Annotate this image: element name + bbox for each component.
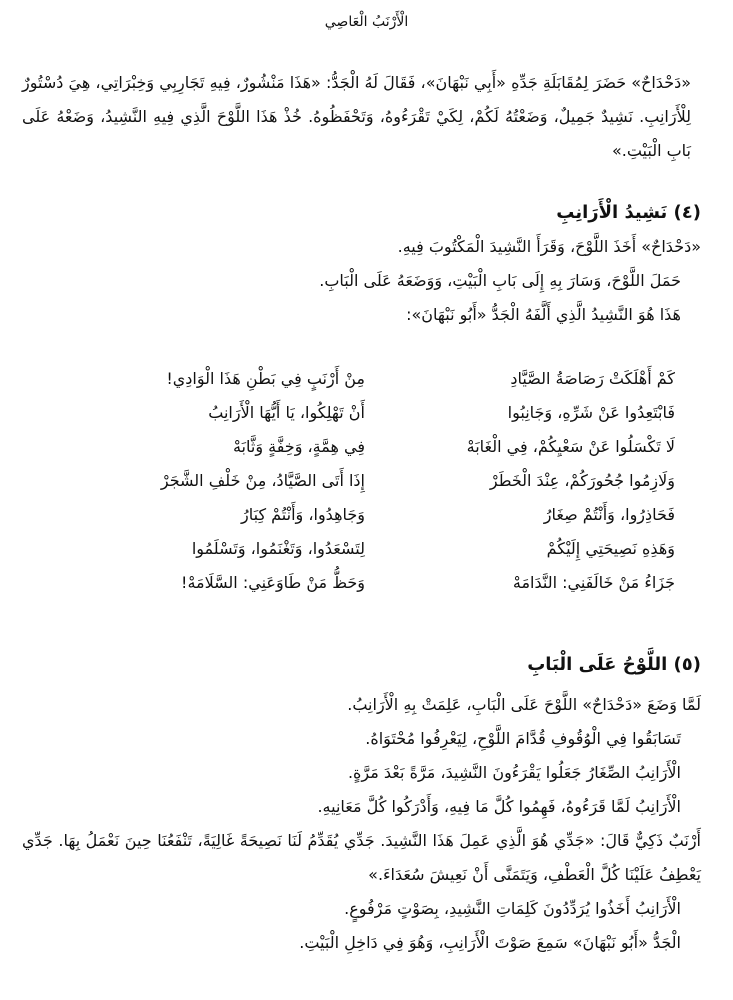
section-5-line: لَمَّا وَضَعَ «دَحْدَاحٌ» اللَّوْحَ عَلَى الْبَابِ، عَلِمَتْ بِهِ الْأَرَانِبُ. [347,695,701,714]
poem-verse [22,498,675,532]
section-5-line: تَسَابَقُوا فِي الْوُقُوفِ قُدَّامَ اللَّوْحِ، لِيَعْرِفُوا مُحْتَوَاهُ. [365,729,681,748]
poem-hemistich-left: وَجَاهِدُوا، وَأَنْتُمْ كِبَارُ [241,505,365,524]
poem-hemistich-right: لَا تَكْسَلُوا عَنْ سَعْيِكُمْ، فِي الْغَابَهْ [466,437,675,456]
section-5-paragraph: أَرْنَبٌ ذَكِيٌّ قَالَ: «جَدِّي هُوَ الَّذِي عَمِلَ هَذَا النَّشِيدَ. جَدِّي يُقَدِّمُ لَنَا نَصِيحَةً غَالِيَةً، تَنْفَعُنَا حِينَ نَعْمَلُ بِهَا. جَدِّي يَعْطِفُ عَلَيْنَا كُلَّ الْعَطْفِ، وَيَتَمَنَّى أَنْ نَعِيشَ سُعَدَاءَ.» [22,831,701,884]
section-4-line: هَذَا هُوَ النَّشِيدُ الَّذِي أَلَّفَهُ الْجَدُّ «أَبُو نَبْهَانَ»: [406,305,681,324]
section-5-body [22,688,711,960]
poem-hemistich-left: فِي هِمَّةٍ، وَخِفَّةٍ وَثَّابَهْ [232,437,365,456]
page-header-title: الْأَرْنَبُ الْعَاصِي [324,14,409,30]
section-4-line: حَمَلَ اللَّوْحَ، وَسَارَ بِهِ إِلَى بَابِ الْبَيْتِ، وَوَضَعَهُ عَلَى الْبَابِ. [319,271,681,290]
poem-verse [22,430,675,464]
poem-hemistich-left: مِنْ أَرْنَبٍ فِي بَطْنِ هَذَا الْوَادِي! [166,369,365,388]
section-5-line: الْأَرَانِبُ لَمَّا قَرَءُوهُ، فَهِمُوا كُلَّ مَا فِيهِ، وَأَدْرَكُوا كُلَّ مَعَانِيهِ. [317,797,681,816]
section-4-lines [22,230,711,332]
intro-paragraph: «دَحْدَاحٌ» حَضَرَ لِمُقَابَلَةِ جَدِّهِ «أَبِي نَبْهَانَ»، فَقَالَ لَهُ الْجَدُّ: «هَذَا مَنْشُورٌ، فِيهِ تَجَارِبِي وَخِبْرَاتِي، هِيَ دُسْتُورٌ لِلْأَرَانِبِ. نَشِيدٌ جَمِيلٌ، وَضَعْتُهُ لَكُمْ، لِكَيْ تَقْرَءُوهُ، وَتَحْفَظُوهُ. خُذْ هَذَا اللَّوْحَ الَّذِي فِيهِ النَّشِيدُ، وَضَعْهُ عَلَى بَابِ الْبَيْتِ.» [22,73,691,160]
section-5-line: الْجَدُّ «أَبُو نَبْهَانَ» سَمِعَ صَوْتَ الْأَرَانِبِ، وَهُوَ فِي دَاخِلِ الْبَيْتِ. [299,933,681,952]
section-5-line: الْأَرَانِبُ الصِّغَارُ جَعَلُوا يَقْرَءُونَ النَّشِيدَ، مَرَّةً بَعْدَ مَرَّةٍ. [347,763,681,782]
section-4-line: «دَحْدَاحٌ» أَخَذَ اللَّوْحَ، وَقَرَأَ النَّشِيدَ الْمَكْتُوبَ فِيهِ. [397,237,701,256]
poem-hemistich-right: جَزَاءُ مَنْ خَالَفَنِي: النَّدَامَهْ [512,573,675,592]
poem-hemistich-right: فَابْتَعِدُوا عَنْ شَرِّهِ، وَجَانِبُوا [507,403,675,422]
poem-hemistich-left: أَنْ تَهْلِكُوا، يَا أَيُّهَا الْأَرَانِبُ [208,403,365,422]
poem-hemistich-right: وَهَذِهِ نَصِيحَتِي إِلَيْكُمْ [546,539,675,558]
section-4-title: (٤) نَشِيدُ الْأَرَانِبِ [556,202,701,223]
poem [22,362,711,600]
section-5-title: (٥) اللَّوْحُ عَلَى الْبَابِ [527,654,701,675]
poem-verse [22,396,675,430]
poem-hemistich-right: وَلَازِمُوا جُحُورَكُمْ، عِنْدَ الْخَطَرْ [489,471,675,490]
poem-hemistich-right: فَحَاذِرُوا، وَأَنْتُمْ صِغَارُ [543,505,675,524]
poem-verse [22,464,675,498]
section-5-line: الْأَرَانِبُ أَخَذُوا يُرَدِّدُونَ كَلِمَاتِ النَّشِيدِ، بِصَوْتٍ مَرْفُوعٍ. [344,899,681,918]
poem-hemistich-left: إِذَا أَتَى الصَّيَّادُ، مِنْ خَلْفِ الشَّجَرْ [160,471,365,490]
poem-hemistich-left: لِتَسْعَدُوا، وَتَغْنَمُوا، وَتَسْلَمُوا [191,539,365,558]
poem-verse [22,362,675,396]
poem-verse [22,532,675,566]
poem-verse [22,566,675,600]
poem-hemistich-right: كَمْ أَهْلَكَتْ رَصَاصَةُ الصَّيَّادِ [510,369,675,388]
poem-hemistich-left: وَحَظُّ مَنْ طَاوَعَنِي: السَّلَامَهْ! [181,573,365,592]
